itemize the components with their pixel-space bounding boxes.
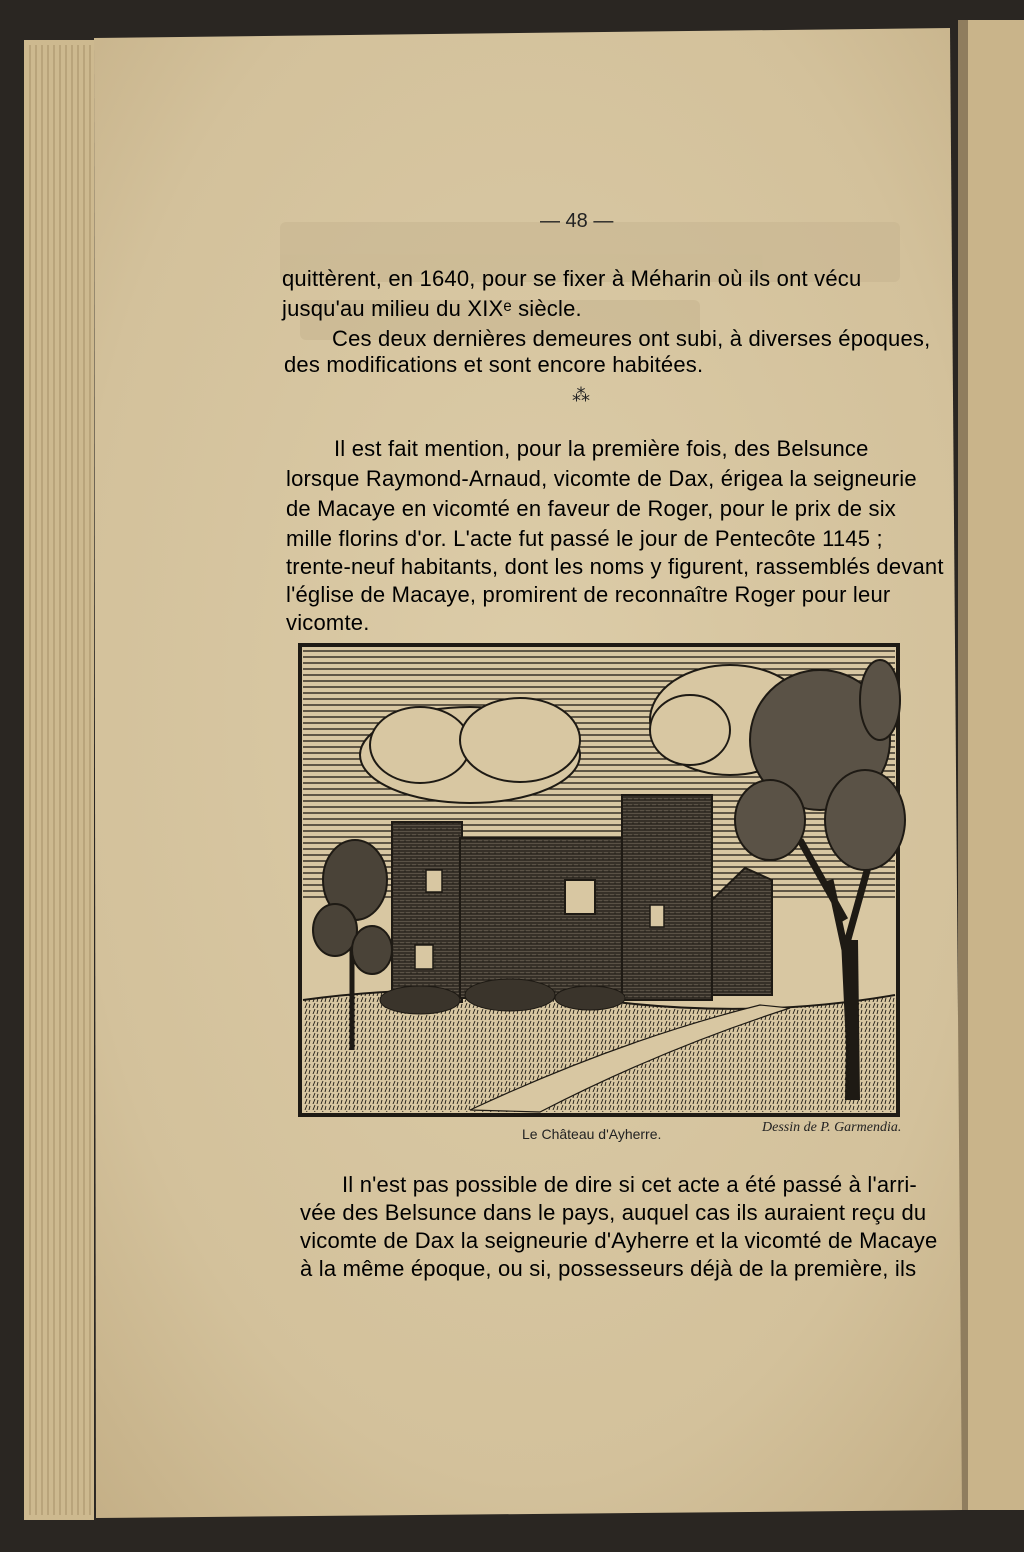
text-line: Il n'est pas possible de dire si cet acte a été passé à l'arri- <box>342 1172 917 1197</box>
text-line: à la même époque, ou si, possesseurs déjà de la première, ils <box>300 1256 917 1281</box>
text-line: de Macaye en vicomté en faveur de Roger, pour le prix de six <box>286 496 896 521</box>
illustration-credit: Dessin de P. Garmendia. <box>762 1120 902 1135</box>
text-line: des modifications et sont encore habitées. <box>284 352 704 377</box>
text-line: l'église de Macaye, promirent de reconnaître Roger pour leur <box>286 582 891 607</box>
text-line: vée des Belsunce dans le pays, auquel cas ils auraient reçu du <box>300 1200 927 1225</box>
text-line: lorsque Raymond-Arnaud, vicomte de Dax, érigea la seigneurie <box>286 466 917 491</box>
text-line: quittèrent, en 1640, pour se fixer à Méharin où ils ont vécu <box>282 266 862 291</box>
text-line: vicomte de Dax la seigneurie d'Ayherre et la vicomté de Macaye <box>300 1228 938 1253</box>
text-line: mille florins d'or. L'acte fut passé le jour de Pentecôte 1145 ; <box>286 526 883 551</box>
text-line: jusqu'au milieu du XIXᵉ siècle. <box>282 296 582 321</box>
cloud-left <box>360 698 580 803</box>
text-line: trente-neuf habitants, dont les noms y figurent, rassemblés devant <box>286 554 944 579</box>
text-line: vicomte. <box>286 610 370 635</box>
text-line: Il est fait mention, pour la première fois, des Belsunce <box>334 436 869 461</box>
asterism: ⁂ <box>572 385 590 405</box>
text-line: Ces deux dernières demeures ont subi, à diverses époques, <box>332 326 931 351</box>
castle-illustration <box>300 645 905 1115</box>
illustration-caption: Le Château d'Ayherre. <box>522 1126 662 1142</box>
page-number: — 48 — <box>540 210 614 232</box>
